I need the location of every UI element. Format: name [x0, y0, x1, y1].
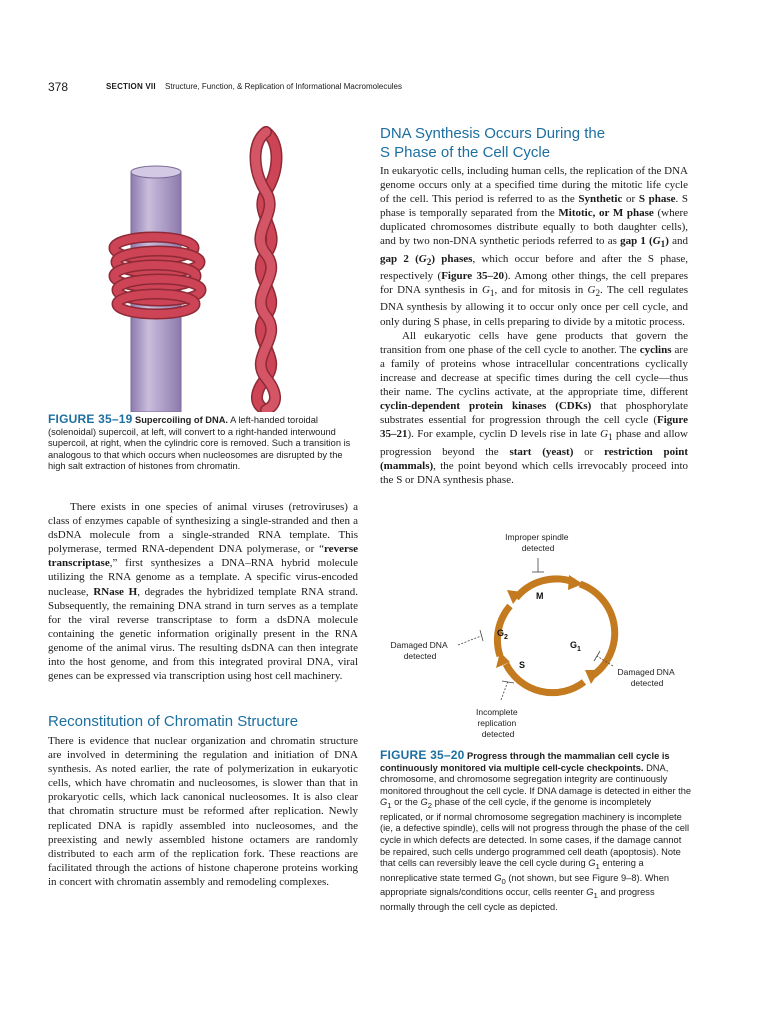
- incomplete-replication-label: Incomplete replication detected: [476, 707, 518, 739]
- phase-g1-label: $G_1$: [570, 640, 581, 653]
- figure-label: FIGURE 35–20: [380, 748, 465, 762]
- phase-m-label: M: [536, 591, 544, 601]
- figure-text: A left-handed toroidal (solenoidal) supercoil, at left, will convert to a right-handed interwound supercoil, at right, when the cylindric core is removed. Such a transition is analogous to that which occurs when nucleosomes are disrupted by the high salt extraction of histones from chromatin.: [48, 415, 351, 472]
- retrovirus-paragraph: There exists in one species of animal viruses (retroviruses) a class of enzymes capable of synthesizing a single-stranded and then a dsDNA molecule from a single-stranded RNA template. This polymerase, termed RNA-dependent DNA polymerase, or “reverse transcriptase,” first synthesizes a DNA–RNA hybrid molecule utilizing the RNA genome as a template. A specific virus-encoded nuclease, RNase H, degrades the hybridized template RNA strand. Subsequently, the remaining DNA strand in turn serves as a template for the viral reverse transcriptase to form a dsDNA molecule containing the genetic information originally present in the RNA genome of the animal virus. The resulting dsDNA can then integrate into the host genome, and from this integrated proviral DNA, viral genes can be expressed via transcription using host cell machinery.: [48, 501, 358, 683]
- interwound-supercoil: [256, 132, 277, 410]
- page-header: [48, 80, 728, 96]
- improper-spindle-label: Improper spindle detected: [505, 532, 569, 553]
- dna-synthesis-heading: DNA Synthesis Occurs During the S Phase of the Cell Cycle: [380, 125, 606, 161]
- damaged-dna-right-label: Damaged DNA detected: [617, 667, 675, 688]
- page-number: 378: [48, 80, 69, 94]
- reconstitution-heading: Reconstitution of Chromatin Structure: [48, 713, 299, 730]
- phase-s-label: S: [519, 660, 526, 670]
- bold-term: reverse transcriptase: [48, 543, 358, 570]
- section-label: SECTION VII: [106, 82, 156, 91]
- figure-title: Progress through the mammalian cell cycle is continuously monitored via multiple cell-cycle checkpoints.: [380, 751, 670, 773]
- reconstitution-paragraph: There is evidence that nuclear organization and chromatin structure are involved in determining the regulation and initiation of DNA synthesis. As noted earlier, the rate of polymerization in eukaryotic cells, which have chromatin and nucleosomes, is slower than that in prokaryotic cells, which lack canonical nucleosomes. It is also clear that chromatin structure must be reformed after replication. Newly replicated DNA is rapidly assembled into nucleosomes, and the preexisting and newly assembled histone octamers are randomly distributed to each arm of the replication fork. These reactions are facilitated through the actions of histone chaperone proteins working in concert with chromatin assembly and remodeling complexes.: [48, 735, 358, 888]
- figure-title: Supercoiling of DNA.: [135, 415, 229, 425]
- supercoil-illustration: [48, 122, 360, 412]
- figure-35-20-caption: FIGURE 35–20 Progress through the mammalian cell cycle is continuously monitored via multiple cell-cycle checkpoints. DNA, chromosome, and chromosome segregation integrity are continuously monitored throughout the cell cycle. If DNA damage is detected in either the $G_1$ or the $G_2$ phase of the cell cycle, if the genome is incompletely replicated, or if normal chromosome segregation machinery is incomplete (ie, a defective spindle), cells will not progress through the phase of the cell cycle in which defects are detected. In some cases, if the damage cannot be repaired, such cells undergo programmed cell death (apoptosis). Note that cells can reversibly leave the cell cycle during $G_1$ entering a nonreplicative state termed $G_0$ (not shown, but see Figure 9–8). When appropriate signals/conditions occur, cells reenter $G_1$ and progress normally through the cell cycle as depicted.: [380, 748, 692, 912]
- bold-term: RNase H: [93, 585, 138, 598]
- dna-synthesis-text: In eukaryotic cells, including human cells, the replication of the DNA genome occurs only at a specified time during the mitotic life cycle of the cell. This period is referred to as the Synthetic or S phase. S phase is temporally separated from the Mitotic, or M phase (where duplicated chromosomes distribute equally to both daughter cells), and by two non-DNA synthetic periods referred to as gap 1 $(G_1)$ and gap 2 $(G_2)$ phases, which occur before and after the S phase, respectively (Figure 35–20). Among other things, the cell prepares for DNA synthesis in $G_1$, and for mitosis in $G_2$. The cell regulates DNA synthesis by allowing it to occur only once per cell cycle, and only during S phase, in cells preparing to divide by a mitotic process. All eukaryotic cells have gene products that govern the transition from one phase of the cell cycle to another. The cyclins are a family of proteins whose intracellular concentrations cyclically increase and decrease at specific times during the cell cycle—thus their name. The cyclins activate, at the appropriate time, different cyclin-dependent protein kinases (CDKs) that phosphorylate substrates essential for progression through the cell cycle (Figure 35–21). For example, cyclin D levels rise in late $G_1$ phase and allow progression beyond the start (yeast) or restriction point (mammals), the point beyond which cells irrevocably proceed into the S or DNA synthesis phase.: [380, 165, 689, 486]
- toroidal-supercoil: [114, 237, 201, 314]
- phase-g2-label: $G_2$: [497, 628, 508, 641]
- cell-cycle-diagram: [380, 528, 728, 743]
- section-title: Structure, Function, & Replication of Informational Macromolecules: [165, 82, 402, 91]
- figure-35-19-caption: [48, 414, 360, 473]
- damaged-dna-left-label: Damaged DNA detected: [390, 640, 448, 661]
- figure-label: FIGURE 35–19: [48, 412, 133, 426]
